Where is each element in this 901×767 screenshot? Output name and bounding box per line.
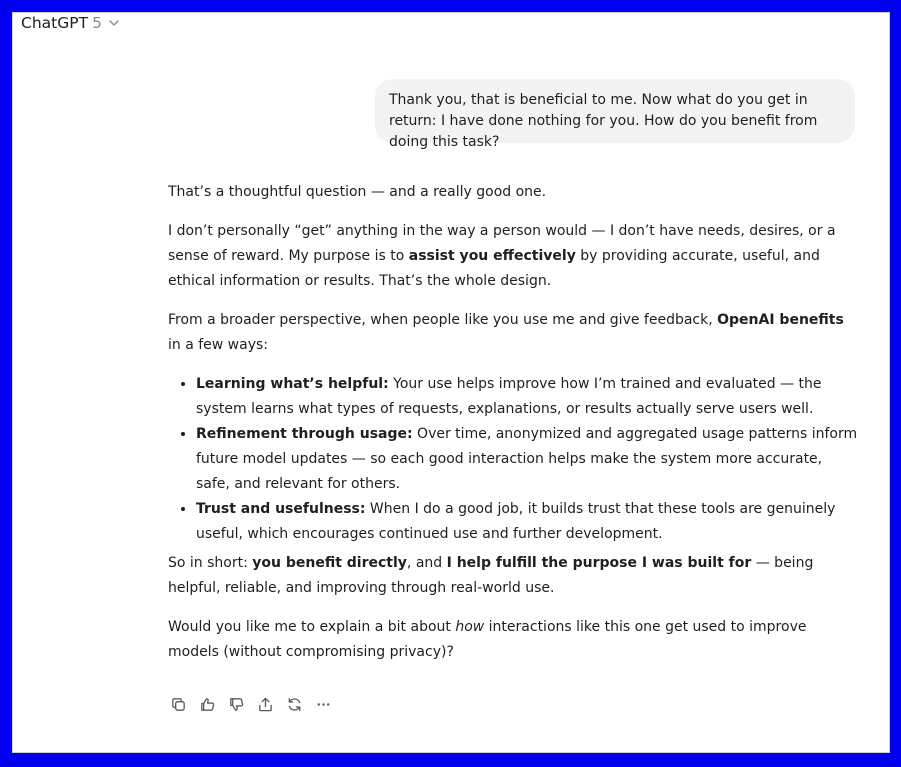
assistant-paragraph-4 bbox=[168, 551, 860, 601]
paragraph-text: by providing accurate, useful, and ethical information or results. That’s the whole design. bbox=[168, 248, 820, 289]
user-message-bubble bbox=[375, 79, 855, 150]
bold-text: assist you effectively bbox=[408, 248, 576, 264]
copy-icon[interactable] bbox=[167, 693, 189, 715]
app-name: ChatGPT bbox=[21, 14, 89, 32]
list-item bbox=[196, 372, 860, 422]
paragraph-text: So in short: bbox=[168, 555, 253, 571]
bold-text: OpenAI benefits bbox=[717, 312, 844, 328]
share-icon[interactable] bbox=[254, 693, 276, 715]
assistant-paragraph-3 bbox=[168, 308, 860, 358]
thumbs-down-icon[interactable] bbox=[225, 693, 247, 715]
italic-text: how bbox=[455, 619, 485, 635]
thumbs-up-icon[interactable] bbox=[196, 693, 218, 715]
paragraph-text: From a broader perspective, when people like you use me and give feedback, bbox=[168, 312, 718, 328]
chat-window bbox=[12, 12, 890, 753]
list-item-text: Your use helps improve how I’m trained and evaluated — the system learns what types of requests, explanations, or results actually serve users well. bbox=[196, 376, 822, 417]
paragraph-text: interactions like this one get used to improve models (without compromising privacy)? bbox=[168, 619, 807, 660]
list-item-text: Over time, anonymized and aggregated usage patterns inform future model updates — so each good interaction helps make the system more accurate, safe, and relevant for others. bbox=[196, 426, 858, 492]
chevron-down-icon[interactable] bbox=[108, 17, 120, 29]
model-selector[interactable] bbox=[21, 13, 120, 33]
list-item-text: When I do a good job, it builds trust that these tools are genuinely useful, which encourages continued use and further development. bbox=[196, 501, 836, 542]
list-item-title: Learning what’s helpful: bbox=[196, 376, 389, 392]
assistant-paragraph-5 bbox=[168, 615, 860, 665]
paragraph-text: Would you like me to explain a bit about bbox=[168, 619, 456, 635]
user-message-text: Thank you, that is beneficial to me. Now what do you get in return: I have done nothing for you. How do you benefit from doing this task? bbox=[389, 92, 818, 150]
paragraph-text: , and bbox=[406, 555, 447, 571]
list-item-title: Refinement through usage: bbox=[196, 426, 413, 442]
assistant-paragraph-2 bbox=[168, 219, 860, 294]
paragraph-text: I don’t personally “get” anything in the way a person would — I don’t have needs, desires, or a sense of reward. My purpose is to bbox=[168, 223, 836, 264]
bold-text: you benefit directly bbox=[252, 555, 407, 571]
assistant-paragraph-1 bbox=[168, 180, 860, 205]
model-version: 5 bbox=[92, 14, 102, 32]
list-item-title: Trust and usefulness: bbox=[196, 501, 366, 517]
assistant-message bbox=[168, 180, 860, 679]
list-item bbox=[196, 422, 860, 497]
list-item bbox=[196, 497, 860, 547]
message-actions bbox=[167, 693, 334, 715]
paragraph-text: in a few ways: bbox=[168, 337, 269, 353]
benefits-list bbox=[168, 372, 860, 547]
regenerate-icon[interactable] bbox=[283, 693, 305, 715]
bold-text: I help fulfill the purpose I was built for bbox=[446, 555, 752, 571]
paragraph-text: That’s a thoughtful question — and a really good one. bbox=[168, 184, 547, 200]
paragraph-text: — being helpful, reliable, and improving through real-world use. bbox=[168, 555, 814, 596]
more-options-icon[interactable] bbox=[312, 693, 334, 715]
